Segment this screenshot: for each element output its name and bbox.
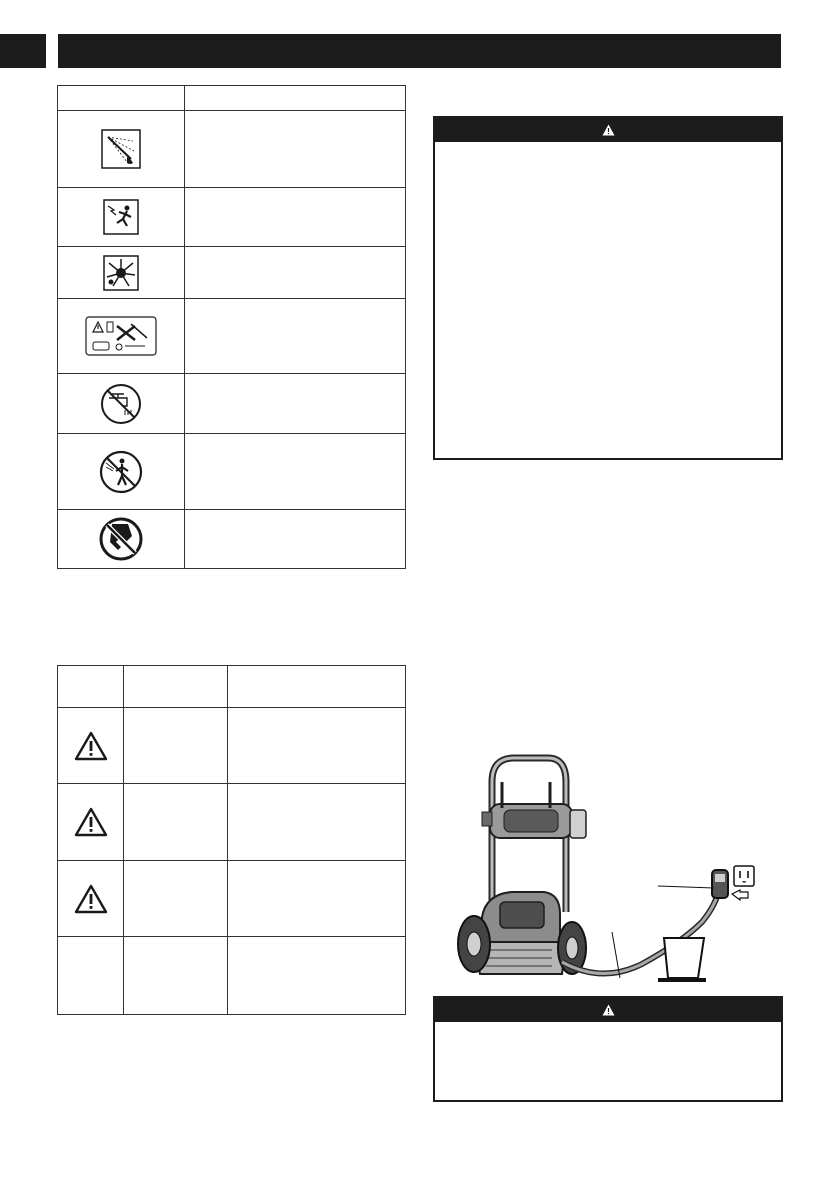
table-header-row xyxy=(58,86,406,111)
table-row xyxy=(58,299,406,374)
symbol-cell xyxy=(58,111,185,188)
signal-words-table xyxy=(57,665,406,1015)
meaning-column-header xyxy=(185,86,406,111)
symbol-cell xyxy=(58,188,185,247)
symbol-column-header xyxy=(58,86,185,111)
symbol-cell xyxy=(58,708,124,784)
warning-triangle-icon xyxy=(73,806,109,838)
meaning-cell xyxy=(228,937,406,1015)
table-row xyxy=(58,247,406,299)
safety-symbols-table xyxy=(57,85,406,569)
warning-triangle-icon xyxy=(73,730,109,762)
signal-word-cell xyxy=(124,861,228,937)
meaning-cell xyxy=(185,247,406,299)
warning-triangle-icon xyxy=(602,124,615,136)
table-header-row xyxy=(58,666,406,708)
warning-box-bottom xyxy=(433,996,783,1102)
section-tab xyxy=(0,34,46,68)
no-hands-near-nozzle-icon xyxy=(98,516,144,562)
meaning-cell xyxy=(185,299,406,374)
high-pressure-spray-icon xyxy=(101,129,141,169)
meaning-cell xyxy=(185,111,406,188)
symbol-cell xyxy=(58,937,124,1015)
signal-word-cell xyxy=(124,708,228,784)
header-bar xyxy=(58,34,781,68)
no-faucet-connection-icon xyxy=(99,382,143,426)
warning-triangle-icon xyxy=(73,883,109,915)
meaning-cell xyxy=(185,374,406,434)
warning-box-header xyxy=(435,118,781,142)
warning-triangle-icon xyxy=(602,1004,615,1016)
meaning-column-header xyxy=(228,666,406,708)
meaning-cell xyxy=(228,861,406,937)
table-row xyxy=(58,188,406,247)
explosion-icon xyxy=(103,255,139,291)
table-row xyxy=(58,937,406,1015)
warning-box-header xyxy=(435,998,781,1022)
symbol-cell xyxy=(58,299,185,374)
table-row xyxy=(58,374,406,434)
symbol-cell xyxy=(58,247,185,299)
signal-column-header xyxy=(124,666,228,708)
symbol-cell xyxy=(58,784,124,861)
table-row xyxy=(58,111,406,188)
meaning-cell xyxy=(185,510,406,569)
warning-box-top xyxy=(433,116,783,460)
table-row xyxy=(58,510,406,569)
table-row xyxy=(58,708,406,784)
signal-word-cell xyxy=(124,937,228,1015)
read-manual-warning-icon xyxy=(85,316,157,356)
meaning-cell xyxy=(185,188,406,247)
meaning-cell xyxy=(228,708,406,784)
table-row xyxy=(58,861,406,937)
symbol-cell xyxy=(58,861,124,937)
symbol-column-header xyxy=(58,666,124,708)
meaning-cell xyxy=(228,784,406,861)
signal-word-cell xyxy=(124,784,228,861)
table-row xyxy=(58,434,406,510)
meaning-cell xyxy=(185,434,406,510)
symbol-cell xyxy=(58,434,185,510)
pressure-washer-illustration xyxy=(452,752,772,992)
no-spraying-people-icon xyxy=(98,449,144,495)
table-row xyxy=(58,784,406,861)
symbol-cell xyxy=(58,510,185,569)
symbol-cell xyxy=(58,374,185,434)
electric-shock-icon xyxy=(103,199,139,235)
